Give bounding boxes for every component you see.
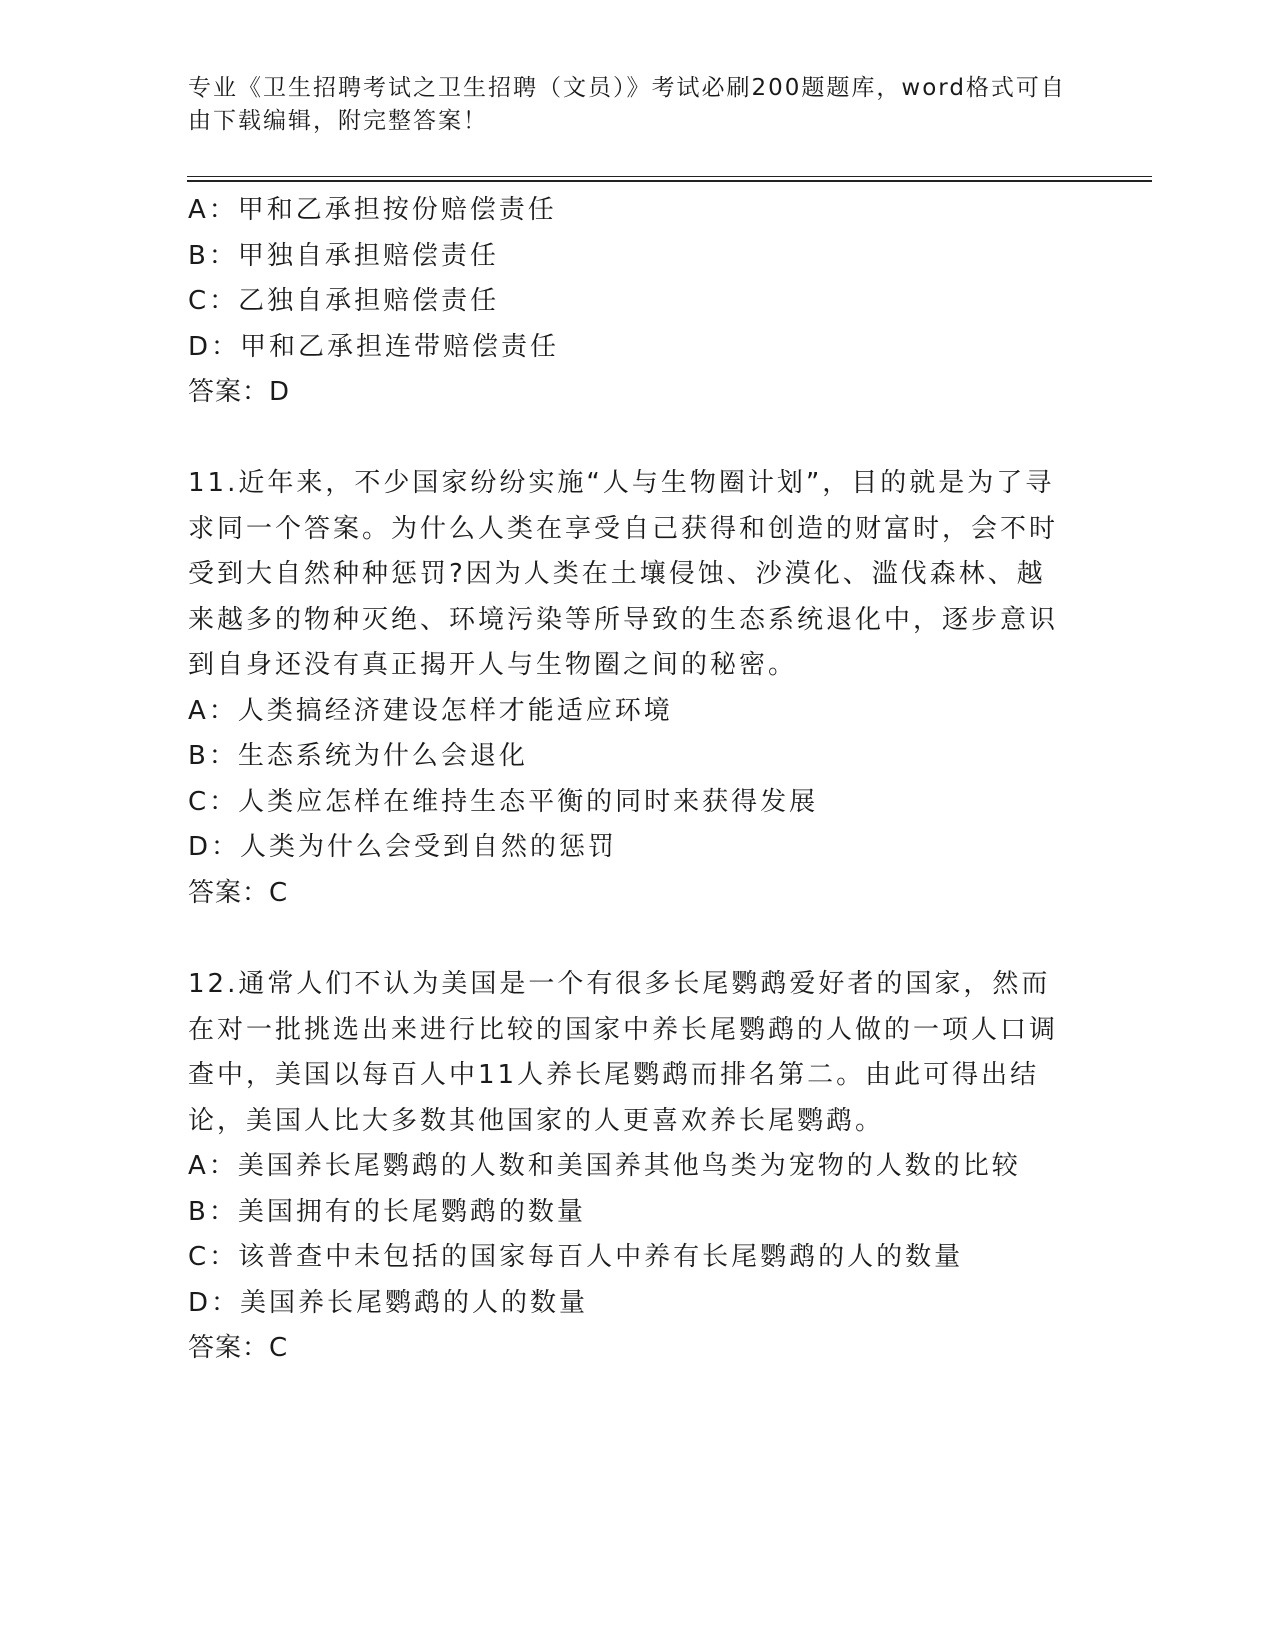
option-d: D：人类为什么会受到自然的惩罚 bbox=[188, 832, 618, 862]
document-header: 专业《卫生招聘考试之卫生招聘（文员）》考试必刷200题题库，word格式可自由下载编辑，附完整答案！ bbox=[188, 75, 1066, 134]
question-stem: 11.近年来，不少国家纷纷实施“人与生物圈计划”，目的就是为了寻求同一个答案。为什么人类在享受自己获得和创造的财富时，会不时受到大自然种种惩罚?因为人类在土壤侵蚀、沙漠化、滥伐森林、越来越多的物种灭绝、环境污染等所导致的生态系统退化中，逐步意识到自身还没有真正揭开人与生物圈之间的秘密。 bbox=[188, 468, 1059, 680]
option-a: A：美国养长尾鹦鹉的人数和美国养其他鸟类为宠物的人数的比较 bbox=[188, 1151, 1021, 1181]
question-10-block bbox=[188, 188, 1088, 416]
option-c: C：人类应怎样在维持生态平衡的同时来获得发展 bbox=[188, 786, 819, 817]
option-a: A：人类搞经济建设怎样才能适应环境 bbox=[188, 695, 673, 726]
option-b: B：甲独自承担赔偿责任 bbox=[188, 240, 499, 271]
answer-line: 答案：C bbox=[188, 1333, 289, 1363]
option-b: B：美国拥有的长尾鹦鹉的数量 bbox=[188, 1196, 586, 1227]
question-stem: 12.通常人们不认为美国是一个有很多长尾鹦鹉爱好者的国家，然而在对一批挑选出来进行比较的国家中养长尾鹦鹉的人做的一项人口调查中，美国以每百人中11人养长尾鹦鹉而排名第二。由此可得出结论，美国人比大多数其他国家的人更喜欢养长尾鹦鹉。 bbox=[188, 969, 1059, 1136]
option-d: D：美国养长尾鹦鹉的人的数量 bbox=[188, 1287, 589, 1318]
option-c: C：乙独自承担赔偿责任 bbox=[188, 286, 500, 316]
answer-line: 答案：C bbox=[188, 877, 289, 908]
question-12-block bbox=[188, 962, 1088, 1372]
header-divider-thick bbox=[187, 180, 1152, 182]
option-a: A：甲和乙承担按份赔偿责任 bbox=[188, 195, 557, 225]
question-11-block bbox=[188, 461, 1088, 916]
header-divider-thin bbox=[187, 176, 1152, 177]
option-d: D：甲和乙承担连带赔偿责任 bbox=[188, 331, 560, 362]
answer-line: 答案：D bbox=[188, 377, 291, 407]
option-c: C：该普查中未包括的国家每百人中养有长尾鹦鹉的人的数量 bbox=[188, 1242, 964, 1272]
option-b: B：生态系统为什么会退化 bbox=[188, 741, 528, 771]
